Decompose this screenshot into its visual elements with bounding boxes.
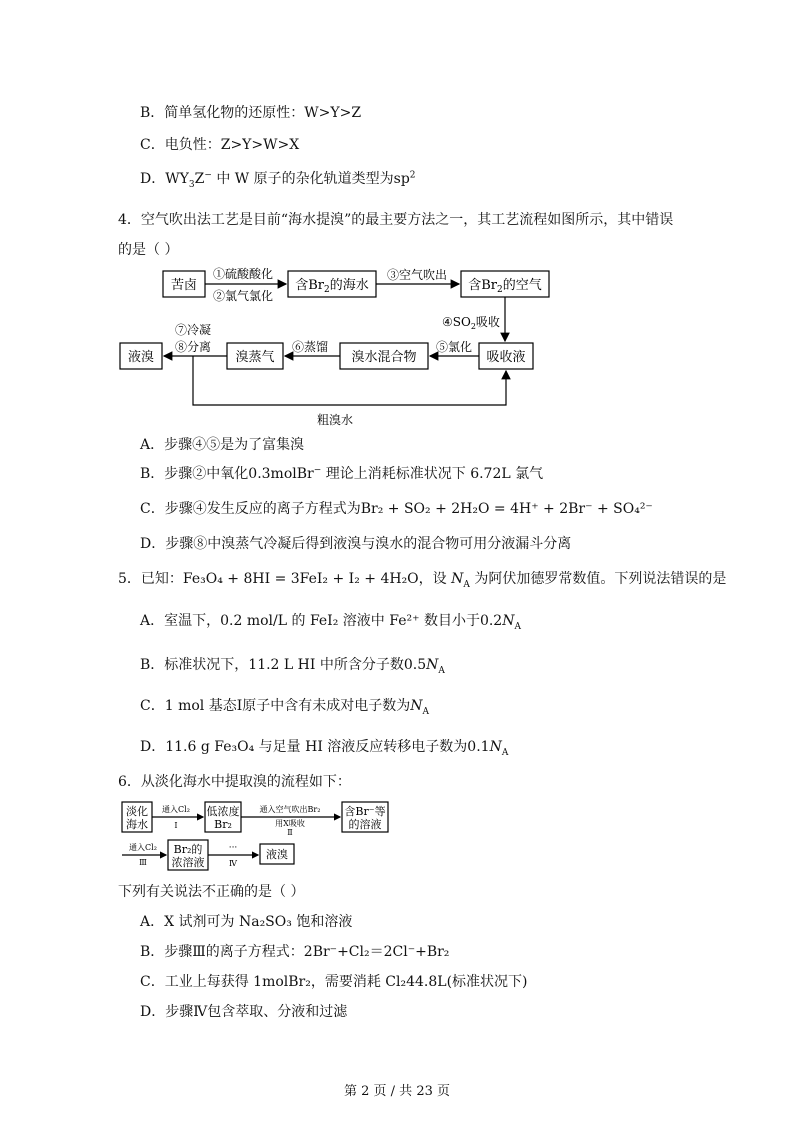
q6-stem: 6．从淡化海水中提取溴的流程如下： [118,774,351,790]
svg-text:Ⅳ: Ⅳ [229,859,237,868]
svg-text:淡化: 淡化 [126,805,148,818]
q6-flow-diagram [118,800,408,872]
step4-label: $④SO_2$吸收 [442,315,500,331]
step7-label: ⑦冷凝 [174,323,212,337]
q4-option-c: C．步骤④发生反应的离子方程式为Br₂ + SO₂ + 2H₂O = 4H⁺ + 2Br⁻ + SO₄²⁻ [140,501,653,517]
svg-text:含Br⁻等: 含Br⁻等 [344,805,386,818]
box-seawater-label: 含$Br_2$的海水 [295,278,369,295]
q6-option-d: D．步骤Ⅳ包含萃取、分液和过滤 [140,1004,348,1020]
q4-flow-diagram [110,262,580,432]
svg-text:Ⅱ: Ⅱ [287,828,293,837]
svg-text:液溴: 液溴 [266,848,288,861]
q3-option-d: D．$WY_3Z^-$ 中 W 原子的杂化轨道类型为$sp^2$ [140,170,416,190]
q4-option-b: B．步骤②中氧化0.3molBr− 理论上消耗标准状况下 6.72L 氯气 [140,465,544,482]
box-kulu-label: 苦卤 [170,278,198,293]
q5-option-c: C．1 mol 基态I原子中含有未成对电子数为$N_A$ [140,698,429,717]
q6-option-a: A．X 试剂可为 Na₂SO₃ 饱和溶液 [140,914,353,930]
page-footer: 第 2 页 / 共 23 页 [344,1084,450,1099]
step2-label: ②氯气氯化 [212,289,274,303]
svg-text:浓溶液: 浓溶液 [171,856,205,869]
q5-option-d: D．11.6 g Fe₃O₄ 与足量 HI 溶液反应转移电子数为$0.1N_A$ [140,739,509,758]
svg-text:海水: 海水 [126,818,148,831]
box-mix-label: 溴水混合物 [351,350,417,365]
q5-option-b: B．标准状况下，11.2 L HI 中所含分子数$0.5N_A$ [140,657,445,676]
q6-option-b: B．步骤Ⅲ的离子方程式：2Br⁻+Cl₂＝2Cl⁻+Br₂ [140,944,450,960]
svg-text:低浓度: 低浓度 [206,805,240,818]
svg-text:···: ··· [228,843,238,853]
q6-sub-stem: 下列有关说法不正确的是（ ） [118,884,305,900]
svg-text:通入Cl₂: 通入Cl₂ [129,843,157,852]
q6-option-c: C．工业上每获得 1molBr₂，需要消耗 Cl₂44.8L(标准状况下) [140,974,528,990]
box-air-label: 含$Br_2$的空气 [468,278,542,295]
step8-label: ⑧分离 [174,340,212,354]
box-vapor-label: 溴蒸气 [235,350,275,365]
box-absorb-label: 吸收液 [486,350,526,365]
q5-option-a: A．室温下，0.2 mol/L 的 FeI₂ 溶液中 Fe²⁺ 数目小于$0.2N_A$ [140,613,521,632]
step1-label: ①硫酸酸化 [212,267,274,281]
svg-text:Ⅰ: Ⅰ [174,821,178,830]
q3-option-c: C．电负性：Z>Y>W>X [140,137,300,153]
q4-option-a: A．步骤④⑤是为了富集溴 [140,437,305,453]
q4-option-d: D．步骤⑧中溴蒸气冷凝后得到液溴与溴水的混合物可用分液漏斗分离 [140,536,572,552]
q5-stem: 5．已知：Fe₃O₄ + 8HI = 3FeI₂ + I₂ + 4H₂O，设 $N_A$ 为阿伏加德罗常数值。下列说法错误的是 [118,571,727,590]
box-liquid-label: 液溴 [127,350,155,365]
q4-stem-line1: 4．空气吹出法工艺是目前“海水提溴”的最主要方法之一，其工艺流程如图所示，其中错误 [118,212,674,228]
svg-text:Br₂的: Br₂的 [173,843,203,856]
svg-text:通入Cl₂: 通入Cl₂ [162,805,190,814]
step6-label: ⑥蒸馏 [291,340,329,354]
svg-text:的溶液: 的溶液 [348,818,382,831]
q3-option-b: B．简单氢化物的还原性：W>Y>Z [140,105,362,121]
svg-text:Br₂: Br₂ [214,818,232,831]
svg-text:通入空气吹出Br₂: 通入空气吹出Br₂ [259,805,321,814]
crude-label: 粗溴水 [316,413,354,427]
step5-label: ⑤氯化 [435,340,473,354]
step3-label: ③空气吹出 [386,268,448,282]
svg-text:用X吸收: 用X吸收 [275,819,305,828]
svg-text:Ⅲ: Ⅲ [139,858,147,867]
q4-stem-line2: 的是（ ） [118,242,179,258]
